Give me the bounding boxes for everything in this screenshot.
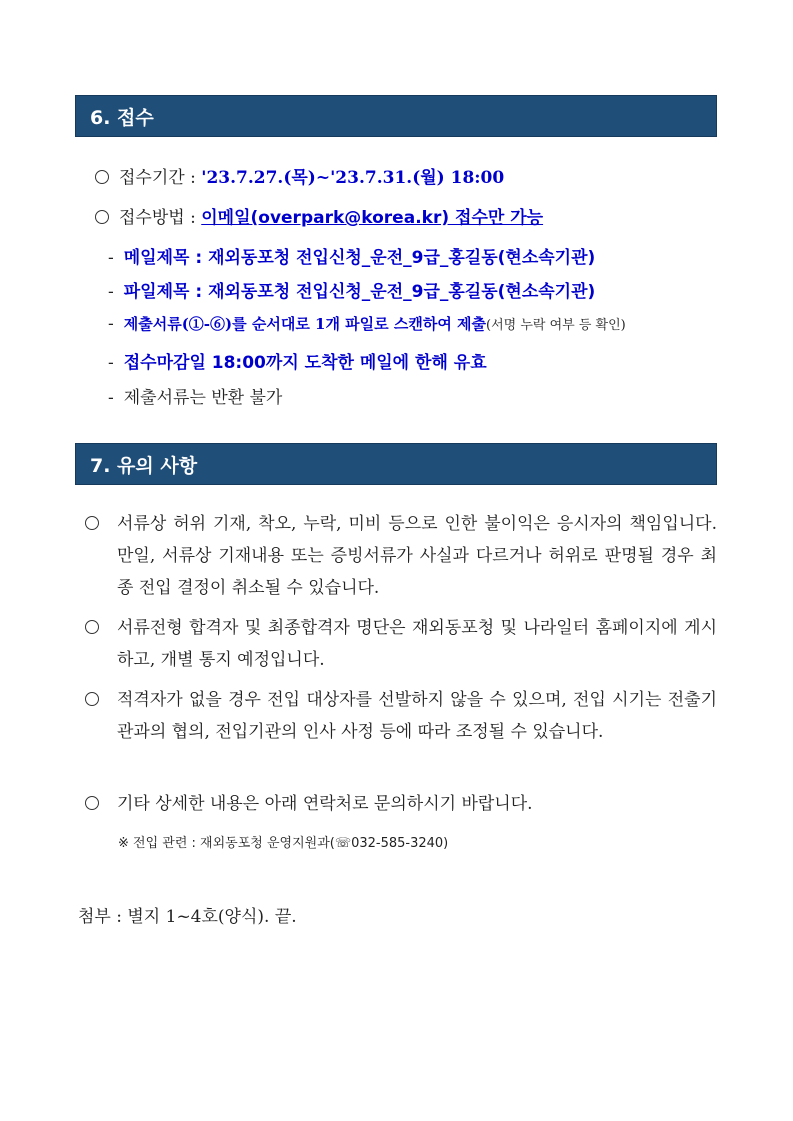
mail-subject: 메일제목 : 재외동포청 전입신청_운전_9급_홍길동(현소속기관): [123, 248, 596, 268]
reception-method: [95, 203, 543, 228]
file-name: 파일제목 : 재외동포청 전입신청_운전_9급_홍길동(현소속기관): [123, 282, 596, 302]
section-6-title: 6. 접수: [90, 106, 154, 129]
period-label: 접수기간 :: [119, 168, 196, 188]
circle-bullet-icon: [95, 170, 109, 184]
circle-bullet-icon: [85, 796, 99, 810]
circle-bullet-icon: [85, 692, 99, 706]
notice-text-1: 서류상 허위 기재, 착오, 누락, 미비 등으로 인한 불이익은 응시자의 책임입니다. 만일, 서류상 기재내용 또는 증빙서류가 사실과 다르거나 허위로 판명될 경우 최종 전입 결정이 취소될 수 있습니다.: [117, 514, 717, 598]
no-return: 제출서류는 반환 불가: [123, 388, 283, 408]
notice-item-1: [85, 508, 717, 604]
circle-bullet-icon: [85, 620, 99, 634]
section-7-header: [75, 443, 717, 485]
file-name-line: - 파일제목 : 재외동포청 전입신청_운전_9급_홍길동(현소속기관): [108, 282, 596, 302]
submit-docs-line: - 제출서류(①-⑥)를 순서대로 1개 파일로 스캔하여 제출(서명 누락 여부 등 확인): [108, 314, 626, 334]
notice-item-3: [85, 684, 717, 780]
reception-period: [95, 163, 504, 188]
method-label: 접수방법 :: [119, 208, 196, 228]
email-link[interactable]: 이메일(overpark@korea.kr) 접수만 가능: [201, 208, 544, 228]
notice-text-3: 적격자가 없을 경우 전입 대상자를 선발하지 않을 수 있으며, 전입 시기는 전출기관과의 협의, 전입기관의 인사 사정 등에 따라 조정될 수 있습니다.: [117, 690, 717, 742]
section-7-title: 7. 유의 사항: [90, 454, 198, 477]
notice-text-4: 기타 상세한 내용은 아래 연락처로 문의하시기 바랍니다.: [117, 794, 533, 814]
circle-bullet-icon: [95, 210, 109, 224]
section-6-header: [75, 95, 717, 137]
attachment-line: 첨부 : 별지 1~4호(양식). 끝.: [78, 907, 297, 927]
notice-item-2: [85, 612, 717, 676]
deadline-line: - 접수마감일 18:00까지 도착한 메일에 한해 유효: [108, 353, 487, 373]
submit-docs-note: (서명 누락 여부 등 확인): [486, 318, 626, 333]
circle-bullet-icon: [85, 516, 99, 530]
period-value: '23.7.27.(목)~'23.7.31.(월) 18:00: [201, 168, 505, 188]
mail-subject-line: - 메일제목 : 재외동포청 전입신청_운전_9급_홍길동(현소속기관): [108, 248, 596, 268]
contact-note: ※ 전입 관련 : 재외동포청 운영지원과(☏032-585-3240): [118, 836, 449, 851]
notice-text-2: 서류전형 합격자 및 최종합격자 명단은 재외동포청 및 나라일터 홈페이지에 게시하고, 개별 통지 예정입니다.: [117, 618, 717, 670]
deadline: 접수마감일 18:00까지 도착한 메일에 한해 유효: [123, 353, 487, 373]
submit-docs: 제출서류(①-⑥)를 순서대로 1개 파일로 스캔하여 제출: [123, 315, 487, 333]
no-return-line: - 제출서류는 반환 불가: [108, 388, 283, 408]
notice-item-4: [85, 788, 717, 820]
